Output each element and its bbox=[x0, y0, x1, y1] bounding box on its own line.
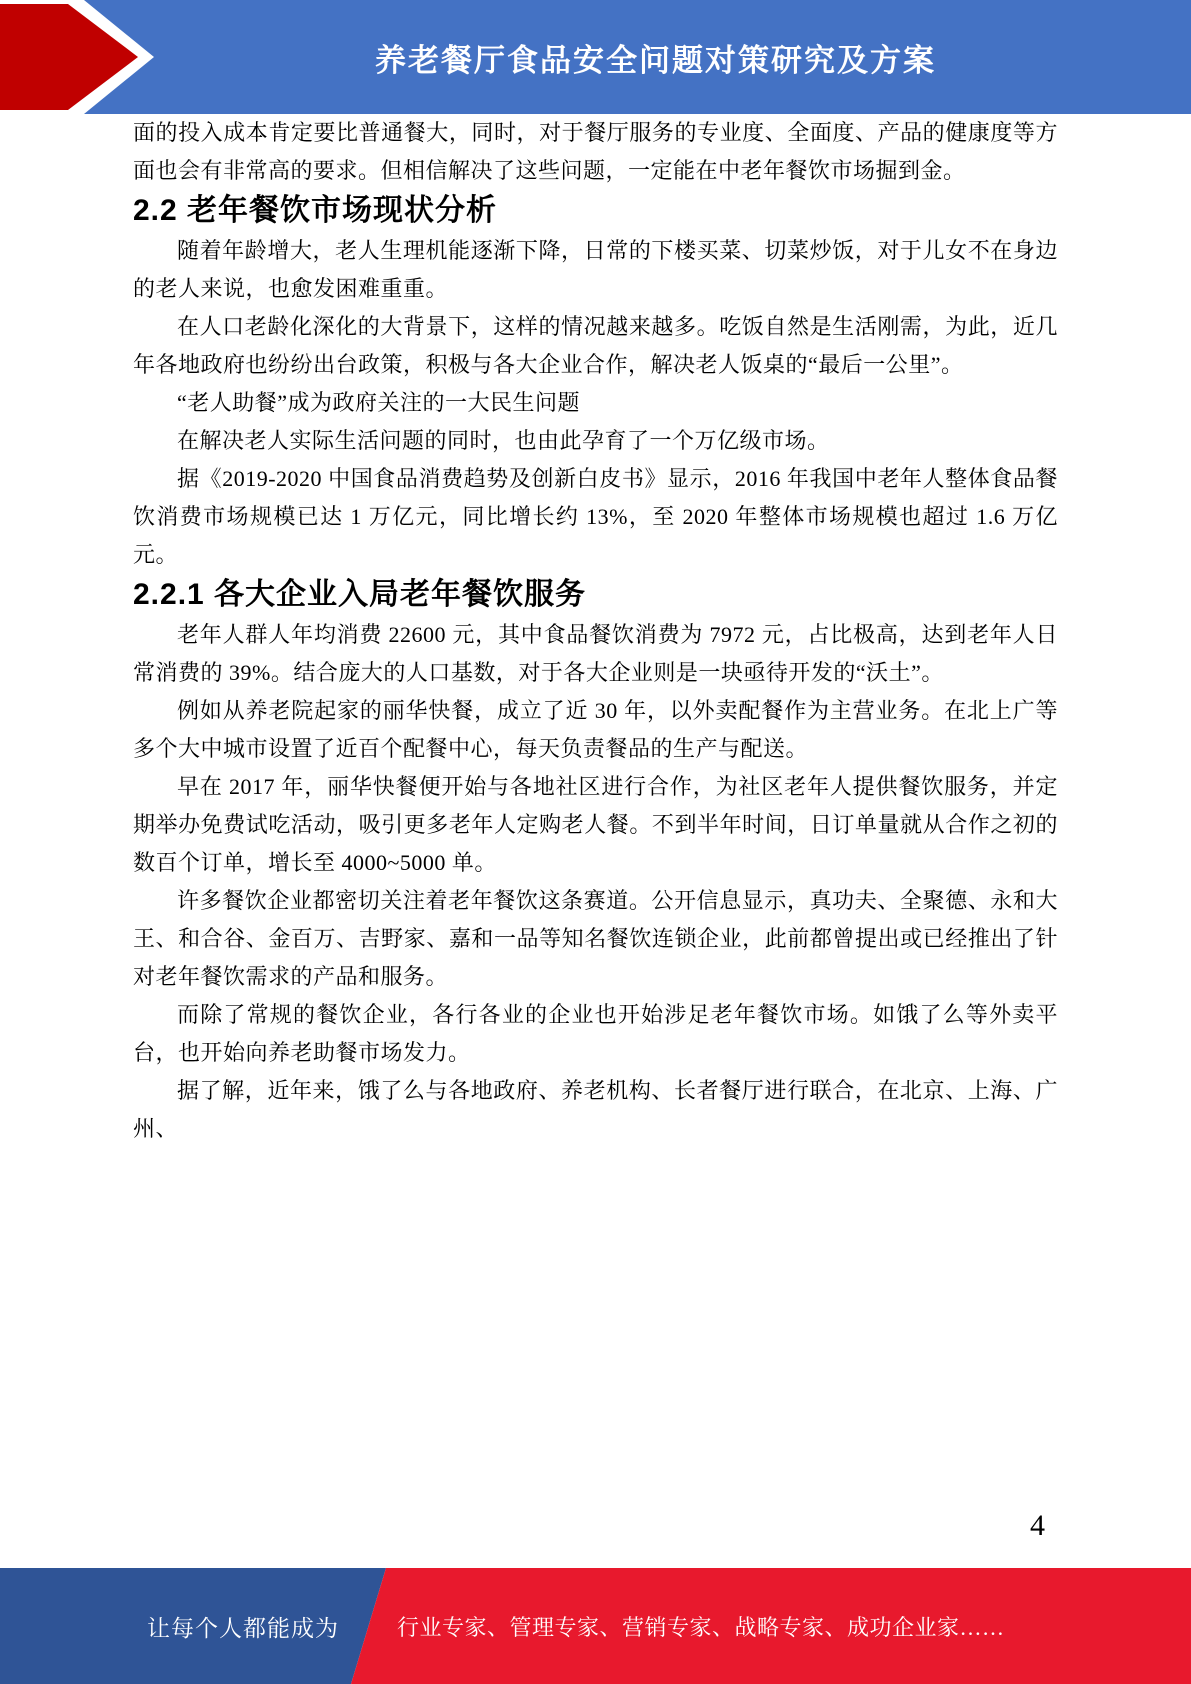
paragraph: 据《2019-2020 中国食品消费趋势及创新白皮书》显示，2016 年我国中老年人整体食品餐饮消费市场规模已达 1 万亿元，同比增长约 13%，至 2020 年整体市场规模也超过 1.6 万亿元。 bbox=[133, 466, 1058, 567]
paragraph: 例如从养老院起家的丽华快餐，成立了近 30 年，以外卖配餐作为主营业务。在北上广等多个大中城市设置了近百个配餐中心，每天负责餐品的生产与配送。 bbox=[133, 698, 1058, 761]
paragraph: 许多餐饮企业都密切关注着老年餐饮这条赛道。公开信息显示，真功夫、全聚德、永和大王、和合谷、金百万、吉野家、嘉和一品等知名餐饮连锁企业，此前都曾提出或已经推出了针对老年餐饮需求的产品和服务。 bbox=[133, 888, 1058, 989]
section-heading-2-2: 2.2 老年餐饮市场现状分析 bbox=[133, 194, 498, 227]
footer-slogan-right: 行业专家、管理专家、营销专家、战略专家、成功企业家…… bbox=[397, 1614, 1005, 1640]
page-body bbox=[133, 114, 1058, 1148]
section-heading-2-2-1: 2.2.1 各大企业入局老年餐饮服务 bbox=[133, 578, 587, 611]
paragraph-continuation: 面的投入成本肯定要比普通餐大，同时，对于餐厅服务的专业度、全面度、产品的健康度等方面也会有非常高的要求。但相信解决了这些问题，一定能在中老年餐饮市场掘到金。 bbox=[133, 120, 1058, 183]
paragraph: 据了解，近年来，饿了么与各地政府、养老机构、长者餐厅进行联合，在北京、上海、广州、 bbox=[133, 1078, 1058, 1141]
paragraph: 在人口老龄化深化的大背景下，这样的情况越来越多。吃饭自然是生活刚需，为此，近几年各地政府也纷纷出台政策，积极与各大企业合作，解决老人饭桌的“最后一公里”。 bbox=[133, 314, 1058, 377]
page-number: 4 bbox=[1030, 1509, 1045, 1542]
document-title: 养老餐厅食品安全问题对策研究及方案 bbox=[375, 42, 936, 78]
paragraph: 早在 2017 年，丽华快餐便开始与各地社区进行合作，为社区老年人提供餐饮服务，并定期举办免费试吃活动，吸引更多老年人定购老人餐。不到半年时间，日订单量就从合作之初的数百个订单，增长至 4000~5000 单。 bbox=[133, 774, 1058, 875]
paragraph: “老人助餐”成为政府关注的一大民生问题 bbox=[177, 390, 581, 415]
paragraph: 老年人群人年均消费 22600 元，其中食品餐饮消费为 7972 元，占比极高，达到老年人日常消费的 39%。结合庞大的人口基数，对于各大企业则是一块亟待开发的“沃土”。 bbox=[133, 622, 1058, 685]
header-banner bbox=[0, 0, 1191, 114]
paragraph: 随着年龄增大，老人生理机能逐渐下降，日常的下楼买菜、切菜炒饭，对于儿女不在身边的老人来说，也愈发困难重重。 bbox=[133, 238, 1058, 301]
footer-slogan-left: 让每个人都能成为 bbox=[147, 1615, 339, 1641]
paragraph: 而除了常规的餐饮企业，各行各业的企业也开始涉足老年餐饮市场。如饿了么等外卖平台，也开始向养老助餐市场发力。 bbox=[133, 1002, 1058, 1065]
footer-banner bbox=[0, 1568, 1191, 1684]
paragraph: 在解决老人实际生活问题的同时，也由此孕育了一个万亿级市场。 bbox=[177, 428, 830, 453]
